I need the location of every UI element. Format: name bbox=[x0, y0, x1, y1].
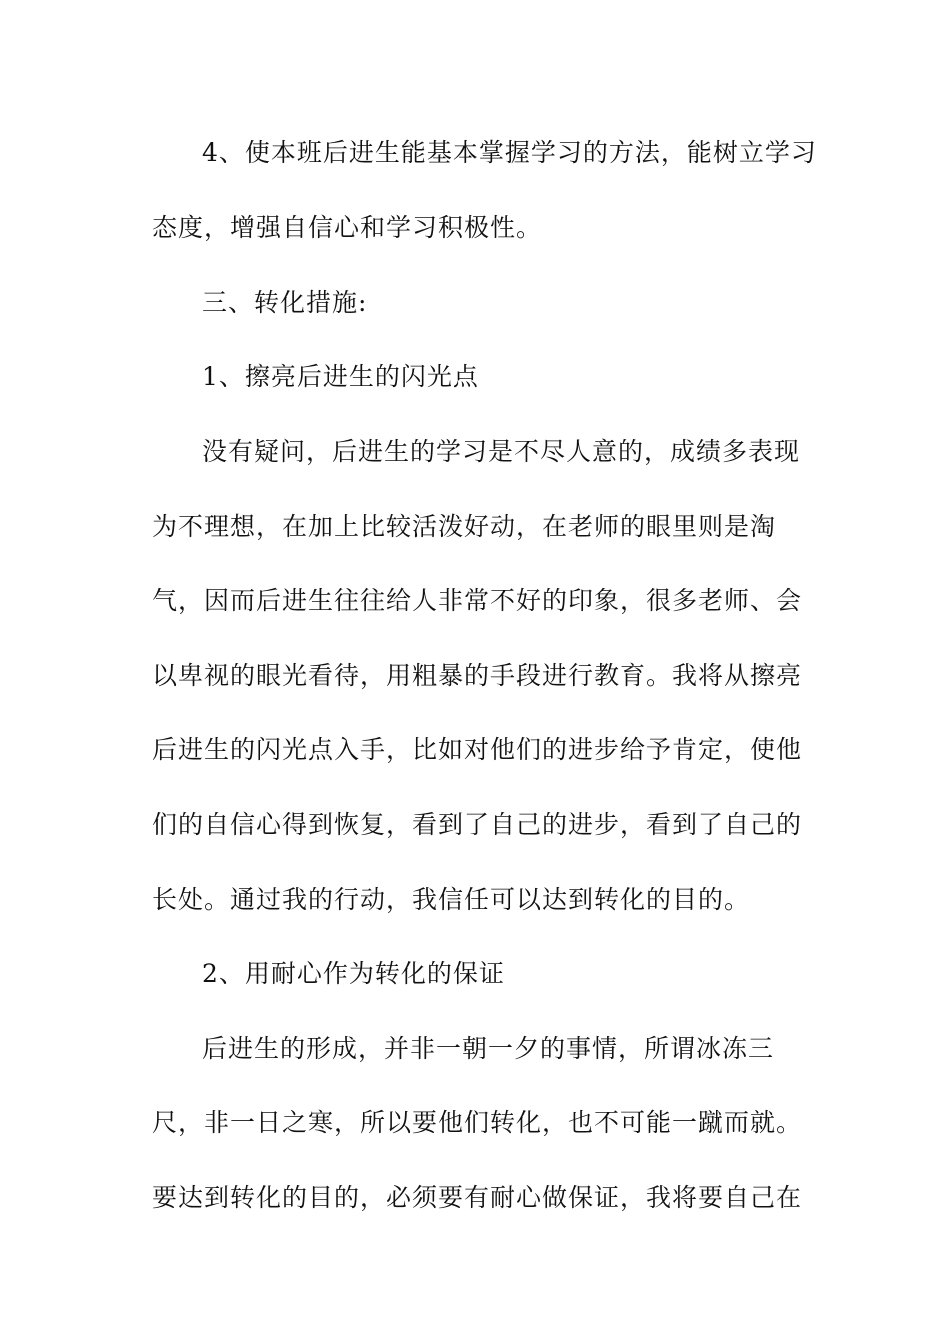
subheading-measure-2: 2、用耐心作为转化的保证 bbox=[202, 959, 505, 988]
paragraph-line: 以卑视的眼光看待，用粗暴的手段进行教育。我将从擦亮 bbox=[152, 661, 803, 690]
paragraph-line: 气，因而后进生往往给人非常不好的印象，很多老师、会 bbox=[152, 586, 803, 615]
paragraph-line-goal-4: 4、使本班后进生能基本掌握学习的方法，能树立学习 bbox=[202, 138, 817, 167]
paragraph-line: 没有疑问，后进生的学习是不尽人意的，成绩多表现 bbox=[202, 437, 801, 466]
paragraph-line: 为不理想，在加上比较活泼好动，在老师的眼里则是淘 bbox=[152, 512, 777, 541]
paragraph-line: 长处。通过我的行动，我信任可以达到转化的目的。 bbox=[152, 885, 751, 914]
paragraph-line: 们的自信心得到恢复，看到了自己的进步，看到了自己的 bbox=[152, 810, 803, 839]
paragraph-line-goal-4-cont: 态度，增强自信心和学习积极性。 bbox=[152, 213, 543, 242]
paragraph-line: 尺，非一日之寒，所以要他们转化，也不可能一蹴而就。 bbox=[152, 1108, 803, 1137]
paragraph-line: 要达到转化的目的，必须要有耐心做保证，我将要自己在 bbox=[152, 1183, 803, 1212]
paragraph-line: 后进生的形成，并非一朝一夕的事情，所谓冰冻三 bbox=[202, 1034, 775, 1063]
paragraph-line: 后进生的闪光点入手，比如对他们的进步给予肯定，使他 bbox=[152, 735, 803, 764]
subheading-measure-1: 1、擦亮后进生的闪光点 bbox=[202, 362, 479, 391]
section-heading-measures: 三、转化措施: bbox=[202, 288, 368, 317]
